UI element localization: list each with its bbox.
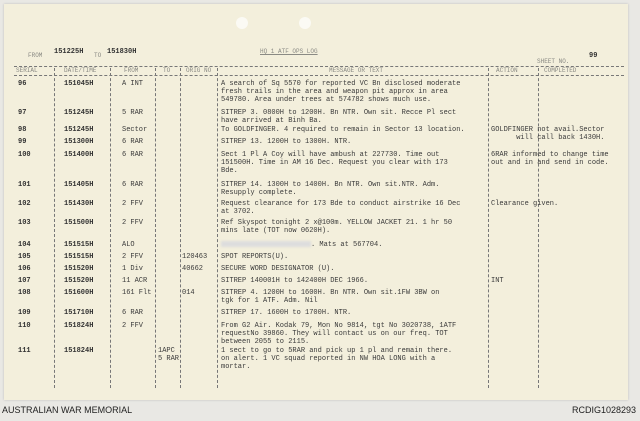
cell-serial: 100 xyxy=(18,151,31,159)
punch-hole xyxy=(236,17,248,29)
cell-message: SITREP 140001H to 142400H DEC 1966. xyxy=(221,277,369,285)
col-header: TO xyxy=(163,67,171,74)
cell-serial: 96 xyxy=(18,80,27,88)
cell-from: Sector xyxy=(122,126,148,134)
cell-serial: 108 xyxy=(18,289,31,297)
cell-time: 151245H xyxy=(64,126,94,134)
column-rule xyxy=(538,68,539,388)
cell-serial: 107 xyxy=(18,277,31,285)
col-header: DATE/TIME xyxy=(64,67,97,74)
cell-message: SITREP 3. 0800H to 1200H. Bn NTR. Own sit. Recce Pl sect have arrived at Binh Ba. xyxy=(221,109,457,125)
cell-from: 6 RAR xyxy=(122,151,144,159)
cell-from: 6 RAR xyxy=(122,309,144,317)
cell-message: Ref Skyspot tonight 2 x@100m. YELLOW JACKET 21. 1 hr 50 mins late (TOT now 0620H). xyxy=(221,219,453,235)
cell-message: SPOT REPORTS(U). xyxy=(221,253,289,261)
cell-time: 151045H xyxy=(64,80,94,88)
cell-from: 2 FFV xyxy=(122,253,144,261)
cell-orig: 014 xyxy=(182,289,195,297)
cell-message: SITREP 4. 1200H to 1600H. Bn NTR. Own sit.1FW 3BW on tgk for 1 ATF. Adm. Nil xyxy=(221,289,440,305)
cell-from: 2 FFV xyxy=(122,200,144,208)
column-rule xyxy=(217,68,218,388)
cell-from: 5 RAR xyxy=(122,109,144,117)
column-rule xyxy=(155,68,156,388)
cell-serial: 109 xyxy=(18,309,31,317)
footer-source: AUSTRALIAN WAR MEMORIAL xyxy=(2,405,133,415)
cell-serial: 111 xyxy=(18,347,31,355)
cell-from: 6 RAR xyxy=(122,138,144,146)
cell-message: SITREP 14. 1300H to 1400H. Bn NTR. Own sit.NTR. Adm. Resupply complete. xyxy=(221,181,440,197)
cell-message: To GOLDFINGER. 4 required to remain in Sector 13 location. xyxy=(221,126,465,134)
cell-action: 6RAR informed to change time out and in and send in code. xyxy=(491,151,609,167)
sheet-value: 99 xyxy=(589,52,598,60)
divider xyxy=(14,75,624,76)
footer-id: RCDIG1028293 xyxy=(571,405,636,415)
punch-hole xyxy=(299,17,311,29)
cell-from: A INT xyxy=(122,80,144,88)
cell-time: 151824H xyxy=(64,347,94,355)
cell-from: 2 FFV xyxy=(122,219,144,227)
from-value: 151225H xyxy=(54,48,84,56)
col-header: FROM xyxy=(124,67,139,74)
cell-message: SITREP 17. 1600H to 1700H. NTR. xyxy=(221,309,352,317)
cell-action: GOLDFINGER not avail.Sector will call back 1430H. xyxy=(491,126,605,142)
log-sheet xyxy=(4,4,628,400)
cell-from: 2 FFV xyxy=(122,322,144,330)
cell-to: 1APC 5 RAR xyxy=(158,347,180,363)
column-rule xyxy=(488,68,489,388)
cell-message: Sect 1 Pl A Coy will have ambush at 227730. Time out 151500H. Time in AM 16 Dec. Request you clear with 173 Bde. xyxy=(221,151,448,175)
from-label: FROM xyxy=(28,52,43,59)
column-rule xyxy=(180,68,181,388)
cell-message: . Mats at 567704. xyxy=(221,241,382,249)
col-header: ACTION xyxy=(496,67,518,74)
cell-message: Request clearance for 173 Bde to conduct airstrike 16 Dec at 3702. xyxy=(221,200,461,216)
cell-serial: 103 xyxy=(18,219,31,227)
col-header: SERIAL xyxy=(16,67,38,74)
cell-time: 151515H xyxy=(64,253,94,261)
cell-time: 151520H xyxy=(64,277,94,285)
cell-time: 151400H xyxy=(64,151,94,159)
cell-time: 151600H xyxy=(64,289,94,297)
cell-time: 151710H xyxy=(64,309,94,317)
cell-message: A search of Sq 5570 for reported VC Bn disclosed moderate fresh trails in the area and weapon pit approx in area 549780. Area under trees at 574782 shows much use. xyxy=(221,80,461,104)
col-header: COMPLETED xyxy=(544,67,577,74)
divider xyxy=(14,66,624,67)
cell-time: 151430H xyxy=(64,200,94,208)
cell-message: 1 sect to go to 5RAR and pick up 1 pl and remain there. on alert. 1 VC squad reported in NW HOA LONG with a mortar. xyxy=(221,347,453,371)
column-rule xyxy=(54,68,55,388)
cell-from: ALO xyxy=(122,241,135,249)
column-rule xyxy=(110,68,111,388)
cell-from: 161 Flt xyxy=(122,289,152,297)
cell-serial: 99 xyxy=(18,138,27,146)
cell-serial: 97 xyxy=(18,109,27,117)
cell-serial: 104 xyxy=(18,241,31,249)
cell-serial: 102 xyxy=(18,200,31,208)
to-value: 151830H xyxy=(107,48,137,56)
cell-time: 151500H xyxy=(64,219,94,227)
cell-time: 151515H xyxy=(64,241,94,249)
page-title: HQ 1 ATF OPS LOG xyxy=(260,48,318,55)
cell-message: SITREP 13. 1200H to 1300H. NTR. xyxy=(221,138,352,146)
cell-orig: 120463 xyxy=(182,253,208,261)
cell-serial: 106 xyxy=(18,265,31,273)
cell-time: 151520H xyxy=(64,265,94,273)
cell-from: 1 Div xyxy=(122,265,144,273)
sheet-label: SHEET NO. xyxy=(537,58,570,65)
cell-from: 6 RAR xyxy=(122,181,144,189)
col-header: ORIG NO xyxy=(186,67,212,74)
cell-time: 151300H xyxy=(64,138,94,146)
cell-time: 151405H xyxy=(64,181,94,189)
cell-serial: 98 xyxy=(18,126,27,134)
cell-serial: 110 xyxy=(18,322,31,330)
redacted-text xyxy=(221,241,311,247)
cell-message: From G2 Air. Kodak 79, Mon No 9814, tgt No 3020738, 1ATF requestNo 39860. They will contact us on our freq. TOT between 2055 to 2115. xyxy=(221,322,457,346)
cell-message: SECURE WORD DESIGNATOR (U). xyxy=(221,265,335,273)
cell-serial: 105 xyxy=(18,253,31,261)
to-label: TO xyxy=(94,52,102,59)
cell-time: 151824H xyxy=(64,322,94,330)
col-header: MESSAGE OR TEXT xyxy=(329,67,384,74)
cell-orig: 40662 xyxy=(182,265,204,273)
cell-action: INT xyxy=(491,277,504,285)
cell-action: Clearance given. xyxy=(491,200,559,208)
cell-time: 151245H xyxy=(64,109,94,117)
cell-serial: 101 xyxy=(18,181,31,189)
cell-from: 11 ACR xyxy=(122,277,148,285)
